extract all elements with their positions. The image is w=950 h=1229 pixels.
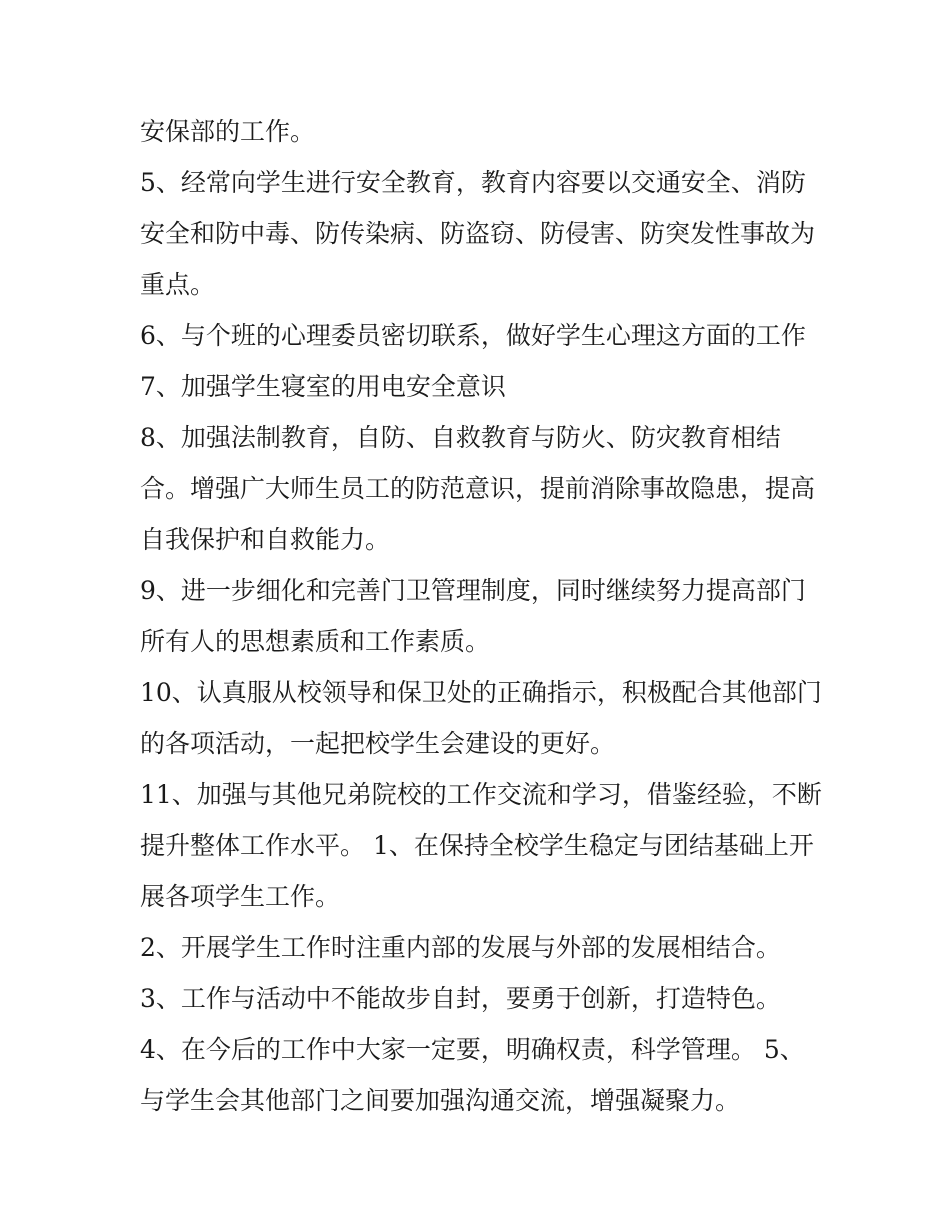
text-line: 重点。 [140, 270, 216, 299]
text-line: 与学生会其他部门之间要加强沟通交流，增强凝聚力。 [140, 1086, 741, 1115]
text-line: 6、与个班的心理委员密切联系，做好学生心理这方面的工作 [140, 321, 806, 350]
body-text [140, 106, 820, 1126]
text-line: 自我保护和自救能力。 [140, 525, 391, 554]
text-line: 的各项活动，一起把校学生会建设的更好。 [140, 729, 616, 758]
text-line: 9、进一步细化和完善门卫管理制度，同时继续努力提高部门 [140, 576, 806, 605]
text-line: 提升整体工作水平。 1、在保持全校学生稳定与团结基础上开 [140, 831, 814, 860]
text-line: 8、加强法制教育，自防、自救教育与防火、防灾教育相结 [140, 423, 781, 452]
text-line: 展各项学生工作。 [140, 882, 341, 911]
text-line: 10、认真服从校领导和保卫处的正确指示，积极配合其他部门 [140, 678, 822, 707]
text-line: 安保部的工作。 [140, 117, 316, 146]
text-line: 所有人的思想素质和工作素质。 [140, 627, 491, 656]
text-line: 2、开展学生工作时注重内部的发展与外部的发展相结合。 [140, 933, 781, 962]
text-line: 4、在今后的工作中大家一定要，明确权责，科学管理。 5、 [140, 1035, 805, 1064]
text-line: 5、经常向学生进行安全教育，教育内容要以交通安全、消防 [140, 168, 806, 197]
text-line: 11、加强与其他兄弟院校的工作交流和学习，借鉴经验，不断 [140, 780, 822, 809]
text-line: 7、加强学生寝室的用电安全意识 [140, 372, 506, 401]
text-line: 安全和防中毒、防传染病、防盗窃、防侵害、防突发性事故为 [140, 219, 816, 248]
text-line: 3、工作与活动中不能故步自封，要勇于创新，打造特色。 [140, 984, 781, 1013]
text-line: 合。增强广大师生员工的防范意识，提前消除事故隐患，提高 [140, 474, 816, 503]
